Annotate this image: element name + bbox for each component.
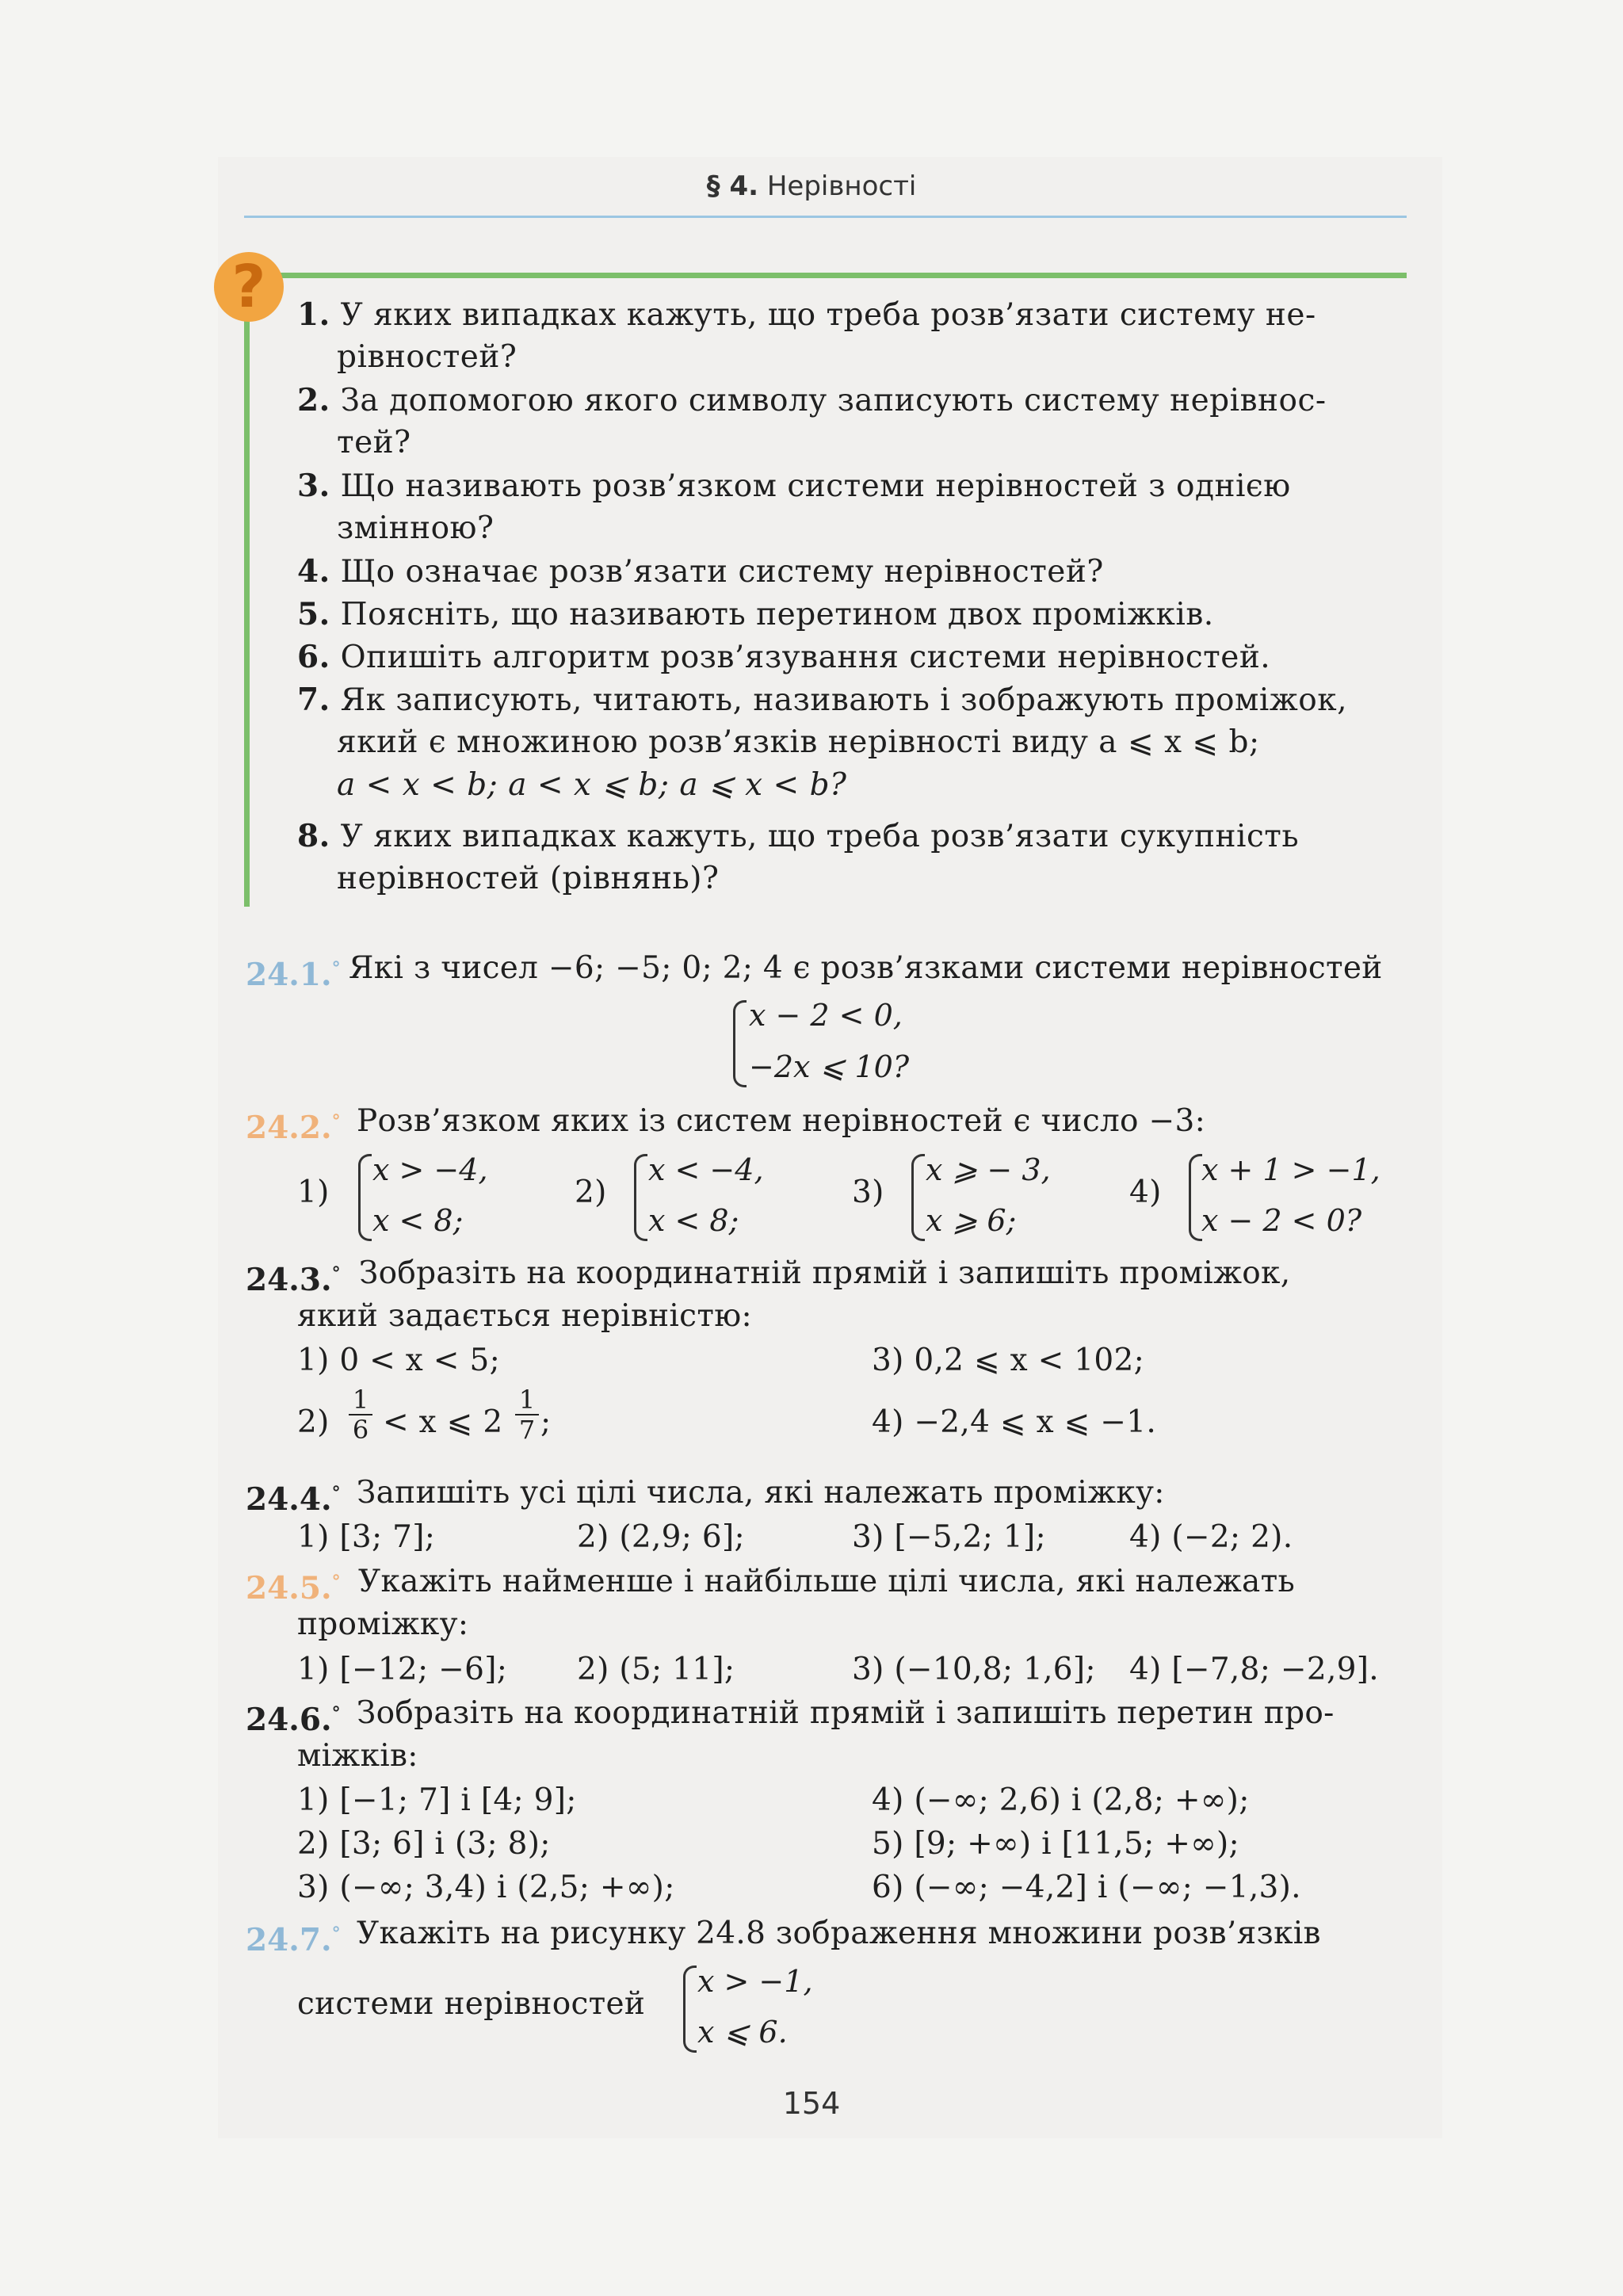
question-1: 1. У яких випадках кажуть, що треба розв’язати систему не- <box>297 296 1316 333</box>
fraction: $\frac{1}{6}$ <box>349 1385 372 1444</box>
exercise-24-3-text: Зобразіть на координатній прямій і запишіть проміжок, <box>359 1255 1291 1291</box>
questions-top-bar <box>269 273 1407 278</box>
fraction: $\frac{1}{7}$ <box>515 1385 539 1444</box>
exercise-24-7-text: Укажіть на рисунку 24.8 зображення множини розв’язків <box>357 1916 1321 1951</box>
system-line: x > −4, <box>372 1152 488 1187</box>
system-line: x ⩾ 6; <box>926 1203 1017 1238</box>
item: 3) (−∞; 3,4) і (2,5; +∞); <box>297 1870 675 1905</box>
item-label: 2) <box>297 1404 330 1440</box>
system-line: x < −4, <box>648 1152 764 1187</box>
question-2-cont: тей? <box>337 425 411 460</box>
question-3-cont: змінною? <box>337 510 495 546</box>
question-7-cont2: a < x < b; a < x ⩽ b; a ⩽ x < b? <box>337 767 847 803</box>
question-4: 4. Що означає розв’язати систему нерівностей? <box>297 553 1104 590</box>
option-label: 1) <box>297 1175 330 1210</box>
item: 5) [9; +∞) і [11,5; +∞); <box>872 1826 1239 1862</box>
question-8-cont: нерівностей (рівнянь)? <box>337 861 720 896</box>
item: 3) [−5,2; 1]; <box>852 1519 1046 1555</box>
question-1-cont: рівностей? <box>337 339 517 375</box>
system-line: x ⩽ 6. <box>697 2015 788 2050</box>
exercise-24-5-text: Укажіть найменше і найбільше цілі числа, які належать <box>358 1564 1295 1599</box>
item: 4) (−2; 2). <box>1129 1519 1293 1555</box>
system-brace <box>733 1000 747 1087</box>
item: 1) 0 < x < 5; <box>297 1343 501 1378</box>
system-line: x < 8; <box>648 1203 739 1238</box>
item: 2) [3; 6] і (3; 8); <box>297 1826 551 1862</box>
questions-side-bar <box>244 273 250 907</box>
section-header <box>0 170 1623 202</box>
question-5: 5. Поясніть, що називають перетином двох проміжків. <box>297 596 1214 632</box>
item: 4) −2,4 ⩽ x ⩽ −1. <box>872 1404 1157 1440</box>
exercise-24-6-text: Зобразіть на координатній прямій і запишіть перетин про- <box>357 1695 1335 1731</box>
option-label: 4) <box>1129 1175 1162 1210</box>
system-line: x − 2 < 0, <box>749 998 903 1033</box>
exercise-24-5-number: 24.5.° <box>246 1570 341 1606</box>
system-line: −2x ⩽ 10? <box>749 1049 910 1084</box>
section-title: Нерівності <box>766 170 917 202</box>
item: 4) (−∞; 2,6) і (2,8; +∞); <box>872 1782 1250 1818</box>
system-line: x − 2 < 0? <box>1201 1203 1362 1238</box>
item: 4) [−7,8; −2,9]. <box>1129 1652 1379 1687</box>
exercise-24-2-text: Розв’язком яких із систем нерівностей є число −3: <box>357 1103 1206 1139</box>
system-line: x ⩾ − 3, <box>926 1152 1051 1187</box>
question-7-cont: який є множиною розв’язків нерівності виду a ⩽ x ⩽ b; <box>337 724 1260 760</box>
header-rule <box>244 216 1407 218</box>
question-2: 2. За допомогою якого символу записують систему нерівнос- <box>297 382 1327 418</box>
question-3: 3. Що називають розв’язком системи нерівностей з однією <box>297 468 1291 504</box>
item: 1) [−12; −6]; <box>297 1652 508 1687</box>
exercise-24-1-text: Які з чисел −6; −5; 0; 2; 4 є розв’язками системи нерівностей <box>349 950 1383 986</box>
exercise-24-3-text-cont: який задається нерівністю: <box>297 1298 752 1334</box>
section-number: § 4. <box>706 170 759 202</box>
exercise-24-3-number: 24.3.° <box>246 1262 341 1298</box>
exercise-24-1-number: 24.1.° <box>246 957 341 993</box>
system-line: x > −1, <box>697 1964 813 1999</box>
system-brace <box>634 1154 647 1241</box>
item: 2) (2,9; 6]; <box>577 1519 745 1555</box>
item: 3) 0,2 ⩽ x < 102; <box>872 1343 1145 1378</box>
exercise-24-5-text-cont: проміжку: <box>297 1606 469 1642</box>
system-brace <box>358 1154 372 1241</box>
item: ; <box>540 1404 552 1440</box>
item: 2) (5; 11]; <box>577 1652 735 1687</box>
system-brace <box>683 1966 697 2053</box>
system-line: x < 8; <box>372 1203 464 1238</box>
exercise-24-6-number: 24.6.° <box>246 1702 341 1738</box>
item: < x ⩽ 2 <box>383 1404 503 1440</box>
item: 1) [3; 7]; <box>297 1519 436 1555</box>
system-line: x + 1 > −1, <box>1201 1152 1381 1187</box>
exercise-24-4-number: 24.4.° <box>246 1481 341 1518</box>
item: 1) [−1; 7] і [4; 9]; <box>297 1782 577 1818</box>
option-label: 2) <box>575 1175 607 1210</box>
exercise-24-7-number: 24.7.° <box>246 1922 341 1958</box>
exercise-24-4-text: Запишіть усі цілі числа, які належать проміжку: <box>357 1475 1165 1511</box>
exercise-24-7-text-cont: системи нерівностей <box>297 1986 646 2022</box>
question-7: 7. Як записують, читають, називають і зображують проміжок, <box>297 682 1347 718</box>
item: 3) (−10,8; 1,6]; <box>852 1652 1096 1687</box>
system-brace <box>911 1154 925 1241</box>
system-brace <box>1189 1154 1202 1241</box>
item: 6) (−∞; −4,2] і (−∞; −1,3). <box>872 1870 1301 1905</box>
option-label: 3) <box>852 1175 884 1210</box>
exercise-24-2-number: 24.2.° <box>246 1110 341 1146</box>
question-8: 8. У яких випадках кажуть, що треба розв’язати сукупність <box>297 818 1300 854</box>
question-mark-icon: ? <box>214 252 284 322</box>
question-6: 6. Опишіть алгоритм розв’язування системи нерівностей. <box>297 639 1271 675</box>
page-number: 154 <box>782 2086 841 2121</box>
exercise-24-6-text-cont: міжків: <box>297 1738 418 1774</box>
